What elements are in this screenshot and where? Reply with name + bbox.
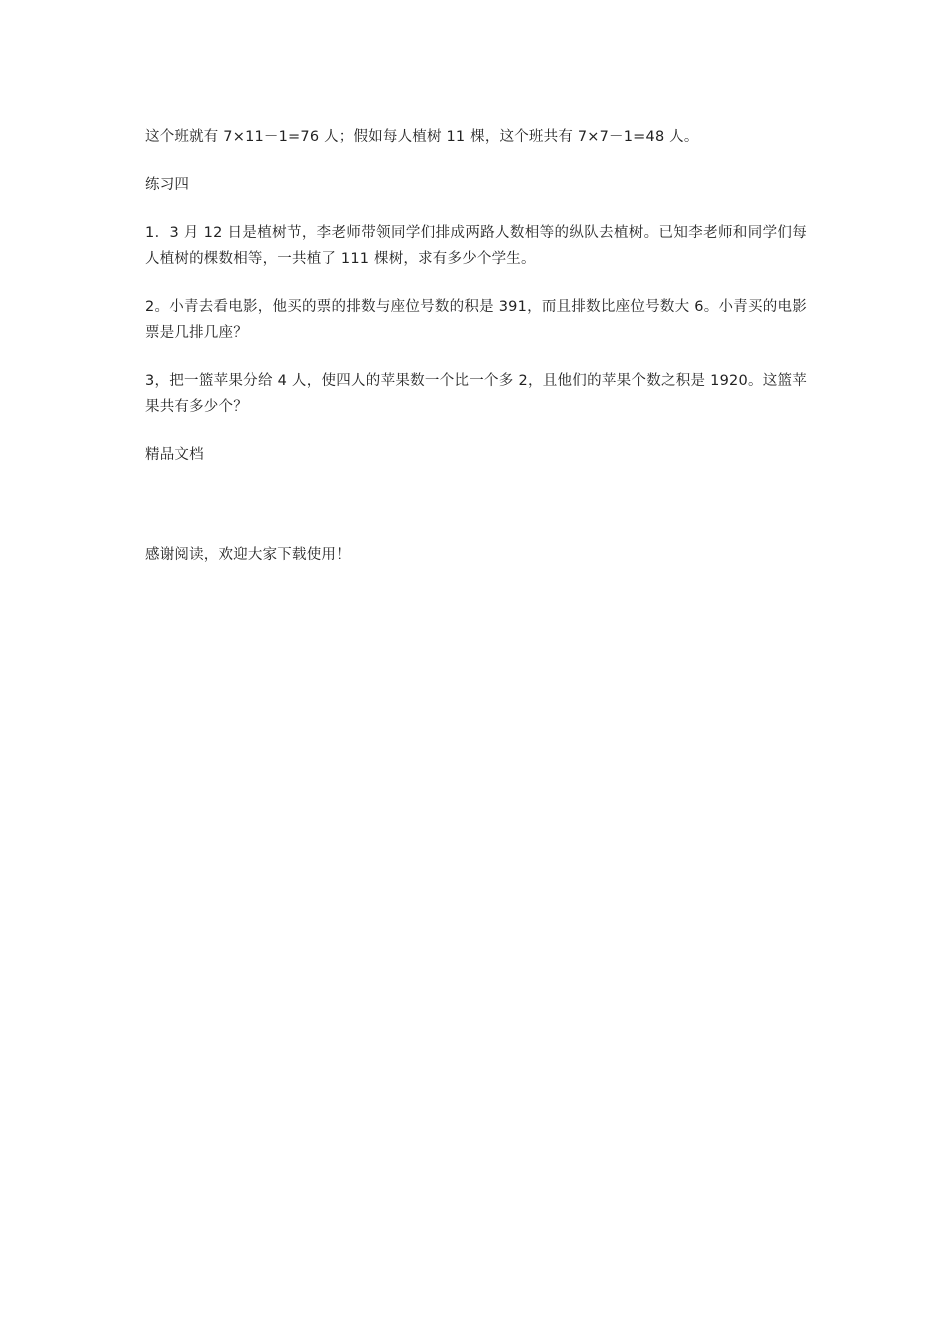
document-body [145, 124, 807, 568]
exercise-3: 3，把一篮苹果分给 4 人，使四人的苹果数一个比一个多 2，且他们的苹果个数之积是 1920。这篮苹果共有多少个？ [145, 373, 807, 415]
spacer [145, 272, 807, 294]
spacer [145, 198, 807, 220]
exercise-2: 2。小青去看电影，他买的票的排数与座位号数的积是 391，而且排数比座位号数大 6。小青买的电影票是几排几座？ [145, 299, 807, 341]
solution-line: 这个班就有 7×11－1=76 人；假如每人植树 11 棵，这个班共有 7×7－1=48 人。 [145, 129, 699, 145]
spacer [145, 346, 807, 368]
spacer [145, 468, 807, 542]
closing-note: 感谢阅读，欢迎大家下载使用！ [145, 547, 351, 563]
spacer [145, 150, 807, 172]
spacer [145, 420, 807, 442]
document-tag: 精品文档 [145, 447, 204, 463]
exercise-1: 1．3 月 12 日是植树节，李老师带领同学们排成两路人数相等的纵队去植树。已知李老师和同学们每人植树的棵数相等，一共植了 111 棵树，求有多少个学生。 [145, 225, 807, 267]
section-heading: 练习四 [145, 177, 190, 193]
